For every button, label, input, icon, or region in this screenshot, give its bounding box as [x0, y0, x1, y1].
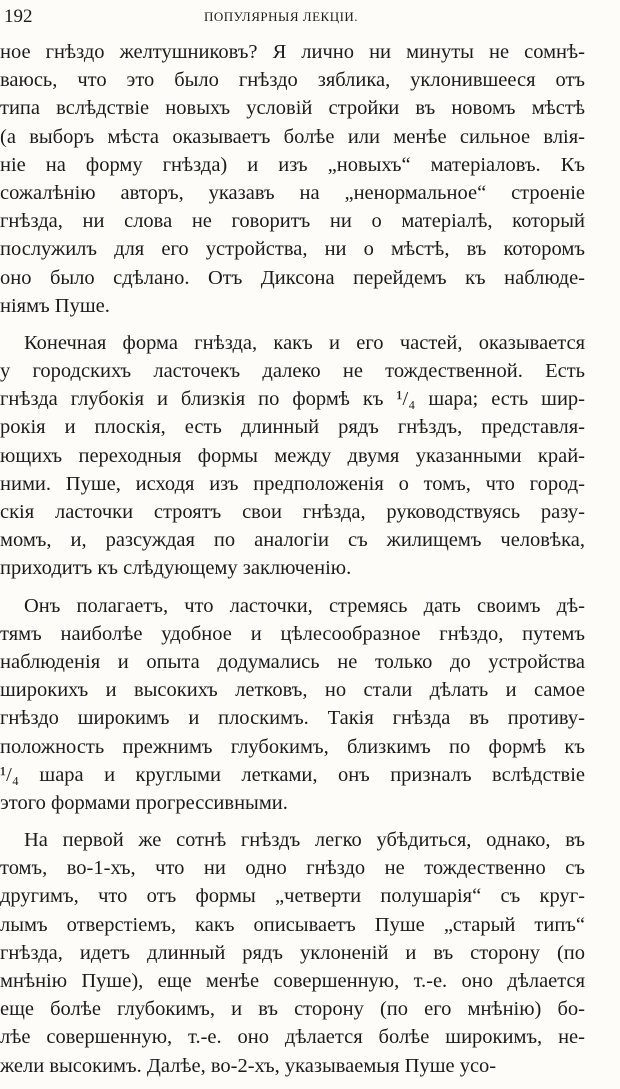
text-line: томъ, во-1-хъ, что ни одно гнѣздо не тождественно съ — [0, 857, 585, 880]
text-line: положность прежнимъ глубокимъ, близкимъ по формѣ къ — [0, 735, 585, 758]
page-number: 192 — [4, 6, 33, 27]
page-header — [4, 6, 590, 28]
text-line: ющихъ переходныя формы между двумя указанными край- — [0, 444, 585, 467]
text-line: рокія и плоскія, есть длинный рядъ гнѣздъ, представля- — [0, 416, 585, 439]
text-line: скія ласточки строятъ свои гнѣзда, руководствуясь разу- — [0, 501, 585, 523]
text-line: тямъ наиболѣе удобное и цѣлесообразное гнѣздо, путемъ — [0, 622, 585, 645]
text-line: На первой же сотнѣ гнѣздъ легко убѣдиться, однако, въ — [24, 829, 585, 852]
text-line: жели высокимъ. Далѣе, во-2-хъ, указываемыя Пуше усо- — [0, 1054, 497, 1077]
text-line: ними. Пуше, исходя изъ предположенія о томъ, что город- — [0, 472, 585, 495]
text-line: у городскихъ ласточекъ далеко не тождественной. Есть — [0, 360, 585, 383]
text-line: типа вслѣдствіе новыхъ условій стройки въ новомъ мѣстѣ — [0, 97, 585, 120]
text-line: (а выборъ мѣста оказываетъ болѣе или менѣе сильное влія- — [0, 125, 585, 148]
text-line: этого формами прогрессивными. — [0, 791, 288, 814]
paragraph — [0, 38, 585, 320]
body-text — [0, 38, 585, 1089]
paragraph — [0, 826, 585, 1080]
text-line: еще болѣе глубокимъ, и въ сторону (по его мнѣнію) бо- — [0, 998, 585, 1021]
text-line: гнѣздо широкимъ и плоскимъ. Такія гнѣзда въ противу- — [0, 707, 585, 730]
text-line: ваюсь, что это было гнѣздо зяблика, уклонившееся отъ — [0, 69, 585, 92]
text-line: другимъ, что отъ формы „четверти полушарія“ съ круг- — [0, 885, 585, 908]
text-line: оно было сдѣлано. Отъ Диксона перейдемъ къ наблюде- — [0, 266, 585, 289]
text-line: гнѣзда, ни слова не говоритъ ни о матеріалѣ, который — [0, 210, 585, 233]
text-line: послужилъ для его устройства, ни о мѣстѣ, въ которомъ — [0, 238, 585, 261]
running-title: ПОПУЛЯРНЫЯ ЛЕКЦIИ. — [204, 9, 359, 24]
text-line: ніе на форму гнѣзда) и изъ „новыхъ“ матеріаловъ. Къ — [0, 153, 585, 176]
text-line: сожалѣнію авторъ, указавъ на „ненормальное“ строеніе — [0, 181, 585, 204]
text-line: гнѣзда глубокія и близкія по формѣ къ ¹/₄ шара; есть шир- — [0, 388, 585, 411]
text-line: ¹/₄ шара и круглыми летками, онъ призналъ вслѣдствіе — [0, 763, 585, 786]
text-line: мнѣнію Пуше), еще менѣе совершенную, т.-е. оно дѣлается — [0, 970, 585, 992]
text-line: лѣе совершенную, т.-е. оно дѣлается болѣе широкимъ, не- — [0, 1026, 585, 1049]
text-line: широкихъ и высокихъ летковъ, но стали дѣлать и самое — [0, 679, 585, 702]
paragraph — [0, 592, 585, 818]
text-line: момъ, и, разсуждая по аналогіи съ жилищемъ человѣка, — [0, 529, 585, 552]
text-line: наблюденія и опыта додумались не только до устройства — [0, 650, 585, 673]
text-line: ніямъ Пуше. — [0, 294, 110, 317]
text-line: лымъ отверстіемъ, какъ описываетъ Пуше „старый типъ“ — [0, 913, 585, 936]
text-line: гнѣзда, идетъ длинный рядъ уклоненій и въ сторону (по — [0, 941, 585, 964]
text-line: Конечная форма гнѣзда, какъ и его частей, оказывается — [24, 331, 585, 354]
text-line: Онъ полагаетъ, что ласточки, стремясь дать своимъ дѣ- — [24, 594, 585, 617]
text-line: ное гнѣздо желтушниковъ? Я лично ни минуты не сомнѣ- — [0, 41, 585, 63]
paragraph — [0, 329, 585, 583]
text-line: приходитъ къ слѣдующему заключенію. — [0, 557, 352, 580]
